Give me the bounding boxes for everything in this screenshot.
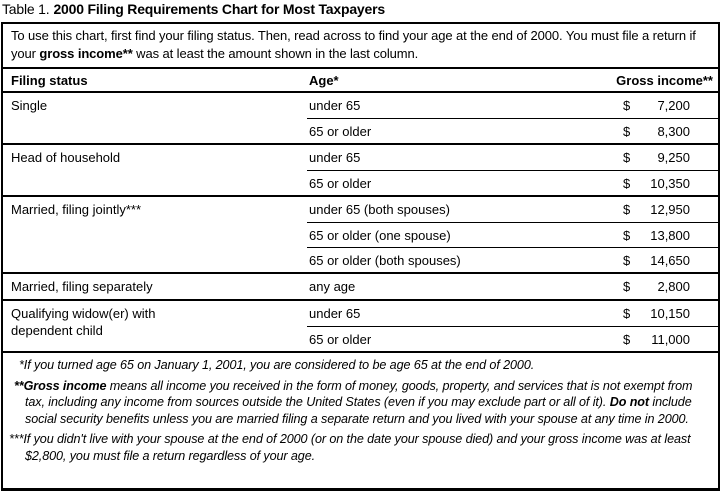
footnote-text: means all income you received in the form of money, goods, property, and services that is not exempt from tax, including any income from sources outside the United States (even if you may exclude part or all of it). — [25, 378, 693, 409]
group-subrows — [307, 274, 718, 299]
currency-symbol: $ — [623, 98, 631, 113]
footnote-text: *If you turned age 65 on January 1, 2001, you are considered to be age 65 at the end of 2000. — [19, 358, 535, 372]
footnote-age-65 — [19, 357, 708, 374]
gross-income-cell — [623, 332, 690, 347]
filing-status-cell — [3, 274, 307, 299]
footnote-text: include social security benefits unless you are married filing a separate return and you lived with your spouse at any time in 2000. — [25, 395, 692, 426]
amount: 10,150 — [650, 306, 690, 321]
gross-income-cell — [623, 176, 690, 191]
amount: 12,950 — [650, 202, 690, 217]
amount: 10,350 — [650, 175, 690, 191]
column-header-gross-income: Gross income** — [616, 72, 713, 88]
amount: 14,650 — [650, 252, 690, 268]
filing-status-label: Head of household — [11, 150, 121, 165]
group-subrows — [307, 197, 718, 272]
filing-status-cell — [3, 145, 307, 195]
table-header-row — [3, 69, 718, 93]
table-row — [307, 301, 718, 326]
amount: 2,800 — [657, 279, 690, 294]
filing-requirements-chart — [1, 22, 720, 491]
footnotes-section — [3, 353, 718, 488]
footnote-bold-gross-income: **Gross income — [14, 378, 107, 393]
filing-status-cell — [3, 301, 307, 351]
filing-status-label: Single — [11, 98, 48, 113]
currency-symbol: $ — [623, 279, 631, 294]
gross-income-cell — [623, 253, 690, 268]
currency-symbol: $ — [623, 331, 631, 347]
age-cell: 65 or older — [309, 175, 372, 191]
gross-income-cell — [623, 98, 690, 113]
footnote-bold-do-not: Do not — [609, 395, 649, 409]
amount: 7,200 — [657, 98, 690, 113]
group-subrows — [307, 145, 718, 195]
table-row — [307, 93, 718, 118]
currency-symbol: $ — [623, 150, 631, 165]
group-subrows — [307, 93, 718, 143]
column-header-filing-status: Filing status — [11, 72, 88, 88]
age-cell: 65 or older (one spouse) — [309, 227, 451, 243]
table-row — [307, 247, 718, 272]
age-cell: 65 or older (both spouses) — [309, 252, 461, 268]
amount: 13,800 — [650, 227, 690, 243]
table-group-single — [3, 93, 718, 145]
table-group-married-filing-jointly — [3, 197, 718, 274]
footnote-text: ***If you didn't live with your spouse at the end of 2000 (or on the date your spouse died) and your gross income was at least $2,800, you must file a return regardless of your age. — [9, 432, 691, 463]
intro-bold-gross-income: gross income** — [39, 46, 133, 61]
filing-status-cell — [3, 197, 307, 272]
currency-symbol: $ — [623, 252, 631, 268]
table-title-prefix: Table 1. — [2, 1, 50, 17]
age-cell: 65 or older — [309, 123, 372, 139]
footnote-gross-income — [14, 378, 708, 428]
table-row — [307, 170, 718, 195]
filing-status-label: Qualifying widow(er) with dependent child — [11, 306, 156, 338]
gross-income-cell — [623, 228, 690, 243]
table-group-qualifying-widower — [3, 301, 718, 353]
amount: 8,300 — [657, 123, 690, 139]
age-cell: under 65 (both spouses) — [309, 202, 450, 217]
gross-income-cell — [623, 124, 690, 139]
currency-symbol: $ — [623, 202, 631, 217]
amount: 9,250 — [657, 150, 690, 165]
age-cell: 65 or older — [309, 331, 372, 347]
filing-status-label: Married, filing jointly*** — [11, 202, 142, 217]
table-row — [307, 145, 718, 170]
currency-symbol: $ — [623, 227, 631, 243]
currency-symbol: $ — [623, 123, 631, 139]
table-row — [307, 118, 718, 143]
age-cell: under 65 — [309, 306, 361, 321]
age-cell: under 65 — [309, 98, 361, 113]
table-group-head-of-household — [3, 145, 718, 197]
table-row — [307, 274, 718, 299]
table-title-main: 2000 Filing Requirements Chart for Most Taxpayers — [53, 1, 385, 17]
filing-status-cell — [3, 93, 307, 143]
gross-income-cell — [623, 150, 690, 165]
currency-symbol: $ — [623, 175, 631, 191]
table-row — [307, 197, 718, 222]
table-row — [307, 326, 718, 351]
table-title — [2, 1, 385, 17]
currency-symbol: $ — [623, 306, 631, 321]
footnote-spouse — [9, 431, 708, 464]
intro-text-2: was at least the amount shown in the last column. — [132, 46, 419, 61]
table-group-married-filing-separately — [3, 274, 718, 301]
gross-income-cell — [623, 306, 690, 321]
column-header-age: Age* — [309, 72, 339, 88]
gross-income-cell — [623, 202, 690, 217]
age-cell: under 65 — [309, 150, 361, 165]
amount: 11,000 — [651, 331, 690, 347]
age-cell: any age — [309, 279, 356, 294]
intro-text-1: To use this chart, first find your filing status. Then, read across to find your age at the end of 2000. You must file a return if your — [11, 28, 696, 61]
gross-income-cell — [623, 279, 690, 294]
table-row — [307, 222, 718, 247]
group-subrows — [307, 301, 718, 351]
intro-paragraph — [3, 24, 718, 69]
filing-status-label: Married, filing separately — [11, 279, 153, 294]
